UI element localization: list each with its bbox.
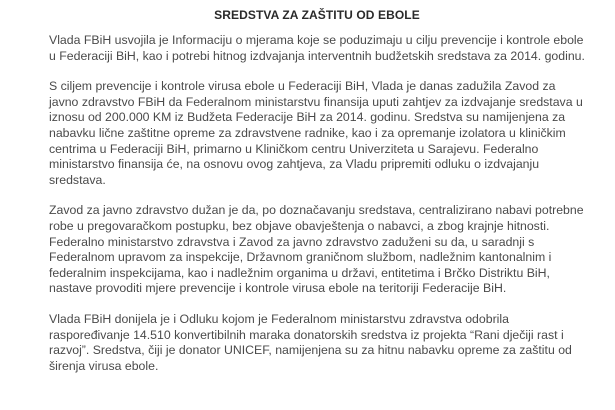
article-paragraph-1: Vlada FBiH usvojila je Informaciju o mjerama koje se poduzimaju u cilju prevencije i kontrole ebole u Federaciji BiH, kao i potrebi hitnog izdvajanja interventnih budžetskih sredstava za 2014. godinu. bbox=[49, 33, 585, 63]
article-paragraph-4: Vlada FBiH donijela je i Odluku kojom je Federalnom ministarstvu zdravstva odobrila raspoređivanje 14.510 konvertibilnih maraka donatorskih sredstva iz projekta “Rani dječiji rast i razvoj”. Sredstva, čiji je donator UNICEF, namijenjena su za hitnu nabavku opreme za zaštitu od širenja virusa ebole. bbox=[49, 311, 572, 373]
article-paragraph-3: Zavod za javno zdravstvo dužan je da, po doznačavanju sredstava, centralizirano nabavi potrebne robe u pregovaračkom postupku, bez objave obavještenja o nabavci, a zbog krajnje hitnosti. Federalno ministarstvo zdravstva i Zavod za javno zdravstvo zaduženi su da, u saradnji s Federalnom upravom za inspekcije, Državnom graničnom službom, nadležnim kantonalnim i federalnim inspekcijama, kao i nadležnim organima u državi, entitetima i Brčko Distriktu BiH, nastave provoditi mjere prevencije i kontrole virusa ebole na teritoriji Federacije BiH. bbox=[49, 203, 584, 296]
article-title: SREDSTVA ZA ZAŠTITU OD EBOLE bbox=[214, 8, 420, 22]
article bbox=[49, 0, 585, 374]
article-paragraph-2: S ciljem prevencije i kontrole virusa ebole u Federaciji BiH, Vlada je danas zadužila Zavod za javno zdravstvo FBiH da Federalnom ministarstvu finansija uputi zahtjev za izdvajanje sredstava u iznosu od 200.000 KM iz Budžeta Federacije BiH za 2014. godinu. Sredstva su namijenjena za nabavku lične zaštitne opreme za zdravstvene radnike, kao i za opremanje izolatora u kliničkim centrima u Federaciji BiH, primarno u Kliničkom centru Univerziteta u Sarajevu. Federalno ministarstvo finansija će, na osnovu ovog zahtjeva, za Vladu pripremiti odluku o izdvajanju sredstava. bbox=[49, 79, 583, 187]
